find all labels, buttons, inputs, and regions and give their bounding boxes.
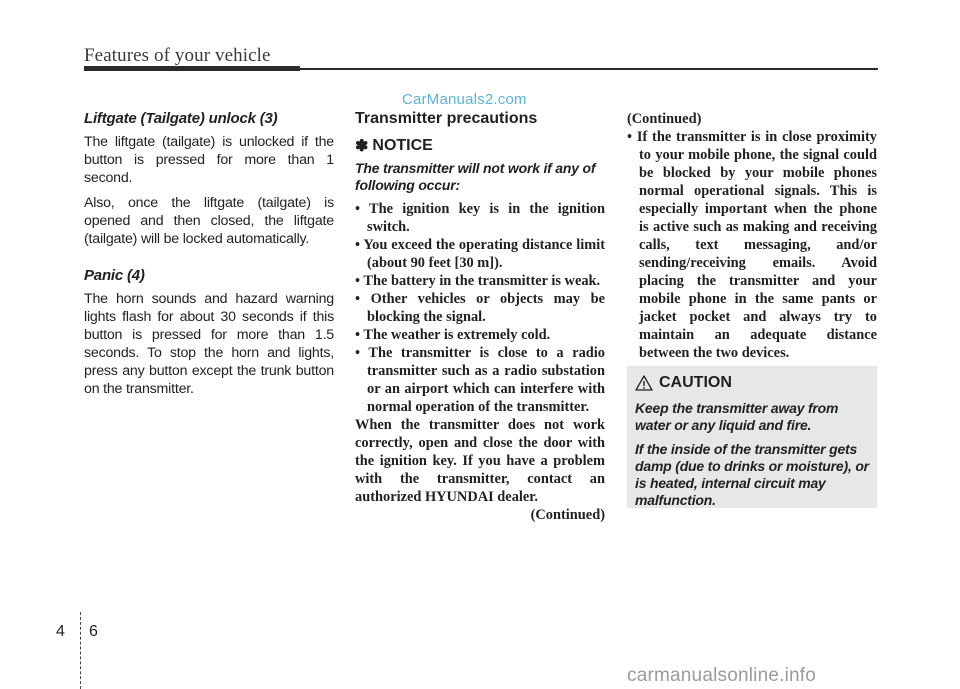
notice-header xyxy=(355,136,605,156)
watermark-bottom: carmanualsonline.info xyxy=(627,665,817,686)
list-item: • The battery in the transmitter is weak. xyxy=(355,273,601,289)
page-section-number: 4 xyxy=(56,623,65,640)
liftgate-heading: Liftgate (Tailgate) unlock (3) xyxy=(84,110,278,127)
closing-paragraph: When the transmitter does not work correctly, open and close the door with the ignition key. If you have a problem with the transmitter, contact an authorized HYUNDAI dealer. xyxy=(355,417,605,505)
warning-triangle-icon xyxy=(635,375,653,391)
notice-bullet-list xyxy=(355,200,605,416)
continued-label: (Continued) xyxy=(530,507,605,523)
header-rule xyxy=(300,68,878,70)
header-bar xyxy=(84,66,300,71)
list-item: • The weather is extremely cold. xyxy=(355,327,551,343)
list-item: • The ignition key is in the ignition switch. xyxy=(355,201,605,235)
caution-paragraph-2: If the inside of the transmitter gets damp (due to drinks or moisture), or is heated, internal circuit may malfunction. xyxy=(635,441,869,508)
notice-icon: ✽ xyxy=(355,138,369,155)
column-left xyxy=(84,110,334,405)
section-title: Transmitter precautions xyxy=(355,110,538,127)
header-title: Features of your vehicle xyxy=(84,45,271,66)
continued-label: (Continued) xyxy=(627,111,702,127)
list-item: • If the transmitter is in close proximity to your mobile phone, the signal could be blocked by your mobile phones normal operational signals. This is especially important when the phone is active such as making and receiving calls, text messaging, and/or sending/receiving emails. Avoid placing the transmitter and your mobile phone in the same pants or jacket pocket and always try to maintain an adequate distance between the two devices. xyxy=(627,129,877,361)
column-middle xyxy=(355,110,605,524)
caution-label: CAUTION xyxy=(659,374,732,391)
list-item: • Other vehicles or objects may be blocking the signal. xyxy=(355,291,605,325)
notice-label: NOTICE xyxy=(372,137,433,154)
liftgate-paragraph-1: The liftgate (tailgate) is unlocked if the button is pressed for more than 1 second. xyxy=(84,134,334,186)
page-number: 6 xyxy=(89,623,98,640)
page-divider xyxy=(80,612,82,689)
watermark-top: CarManuals2.com xyxy=(402,91,527,108)
panic-heading: Panic (4) xyxy=(84,267,145,284)
caution-box xyxy=(627,366,877,508)
column-right xyxy=(627,110,877,362)
notice-intro: The transmitter will not work if any of following occur: xyxy=(355,160,596,193)
caution-paragraph-1: Keep the transmitter away from water or any liquid and fire. xyxy=(635,400,839,433)
list-item: • The transmitter is close to a radio transmitter such as a radio substation or an airport which can interfere with normal operation of the transmitter. xyxy=(355,345,605,415)
liftgate-paragraph-2: Also, once the liftgate (tailgate) is opened and then closed, the liftgate (tailgate) will be locked automatically. xyxy=(84,195,334,247)
list-item: • You exceed the operating distance limit (about 90 feet [30 m]). xyxy=(355,237,605,271)
caution-header xyxy=(635,374,869,392)
phone-bullet-list xyxy=(627,128,877,362)
panic-paragraph: The horn sounds and hazard warning lights flash for about 30 seconds if this button is pressed for more than 1.5 seconds. To stop the horn and lights, press any button except the trunk button on the transmitter. xyxy=(84,291,334,397)
